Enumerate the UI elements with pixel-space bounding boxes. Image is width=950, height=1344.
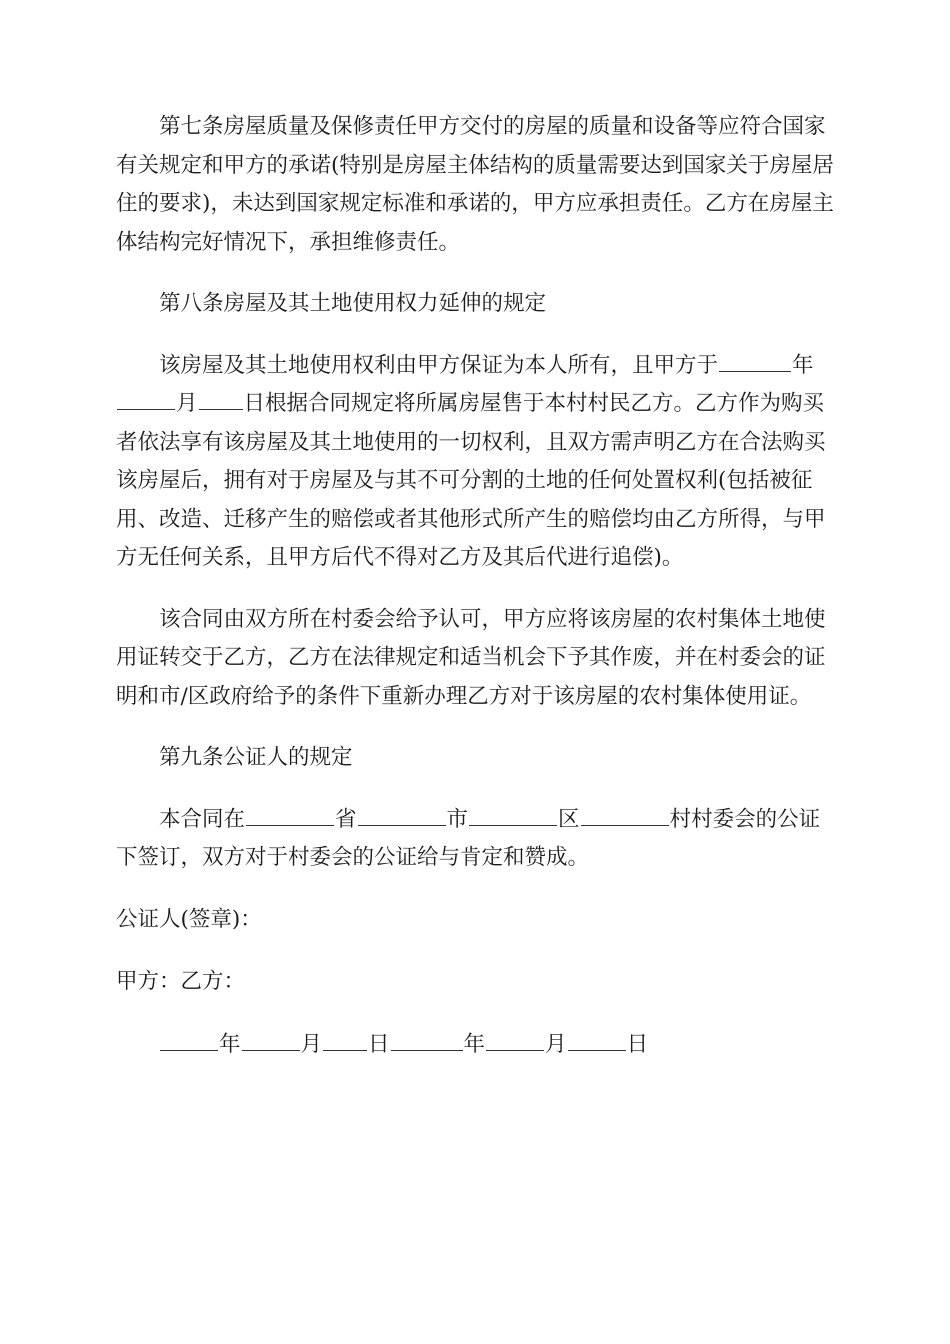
blank-field <box>323 1049 367 1051</box>
blank-field <box>469 824 557 826</box>
district-label: 区 <box>558 806 580 832</box>
blank-field <box>358 824 446 826</box>
blank-field <box>719 370 791 372</box>
article-9-paragraph <box>116 801 838 878</box>
blank-field <box>117 408 175 410</box>
article-8-p1-part1: 该房屋及其土地使用权利由甲方保证为本人所有，且甲方于 <box>159 352 719 378</box>
blank-field <box>486 1049 544 1051</box>
notary-signature-line <box>116 901 838 940</box>
blank-field <box>581 824 669 826</box>
date-line <box>116 1026 838 1065</box>
date-year-1: 年 <box>219 1031 241 1057</box>
parties-label: 甲方：乙方： <box>116 969 246 994</box>
notary-label: 公证人(签章)： <box>116 906 262 932</box>
article-8-paragraph-2 <box>116 601 838 717</box>
blank-field <box>246 824 334 826</box>
province-label: 省 <box>335 806 357 832</box>
article-8-p2-text: 该合同由双方所在村委会给予认可，甲方应将该房屋的农村集体土地使用证转交于乙方，乙方在法律规定和适当机会下予其作废，并在村委会的证明和市/区政府给予的条件下重新办理乙方对于该房屋的农村集体使用证。 <box>116 606 826 709</box>
article-9-heading <box>116 739 838 778</box>
article-9-rest: 村村委会的公证下签订，双方对于村委会的公证给与肯定和赞成。 <box>116 806 821 870</box>
blank-field <box>242 1049 300 1051</box>
month-label: 月 <box>176 391 198 416</box>
blank-field <box>391 1049 463 1051</box>
article-7-paragraph <box>116 108 838 262</box>
date-day-2: 日 <box>626 1031 649 1057</box>
article-7-text: 第七条房屋质量及保修责任甲方交付的房屋的质量和设备等应符合国家有关规定和甲方的承诺(特别是房屋主体结构的质量需要达到国家关于房屋居住的要求)，未达到国家规定标准和承诺的，甲方应承担责任。乙方在房屋主体结构完好情况下，承担维修责任。 <box>116 114 834 255</box>
document-page <box>116 108 838 1088</box>
blank-field <box>199 408 243 410</box>
article-8-p1-rest: 日根据合同规定将所属房屋售于本村村民乙方。乙方作为购买者依法享有该房屋及其土地使用的一切权利，且双方需声明乙方在合法购买该房屋后，拥有对于房屋及与其不可分割的土地的任何处置权利(包括被征用、改造、迁移产生的赔偿或者其他形式所产生的赔偿均由乙方所得，与甲方无任何关系，且甲方后代不得对乙方及其后代进行追偿)。 <box>116 391 826 570</box>
article-8-paragraph-1 <box>116 347 838 578</box>
city-label: 市 <box>446 806 469 832</box>
article-9-start: 本合同在 <box>159 806 246 832</box>
blank-field <box>568 1049 626 1051</box>
parties-signature-line <box>116 963 838 1002</box>
date-day-1: 日 <box>368 1031 390 1057</box>
article-8-heading <box>116 285 838 324</box>
article-8-heading-text: 第八条房屋及其土地使用权力延伸的规定 <box>159 291 547 316</box>
date-month-2: 月 <box>545 1031 567 1057</box>
article-9-heading-text: 第九条公证人的规定 <box>159 745 353 770</box>
year-label: 年 <box>792 352 814 378</box>
date-month-1: 月 <box>300 1031 323 1057</box>
blank-field <box>160 1049 218 1051</box>
date-year-2: 年 <box>463 1031 486 1057</box>
